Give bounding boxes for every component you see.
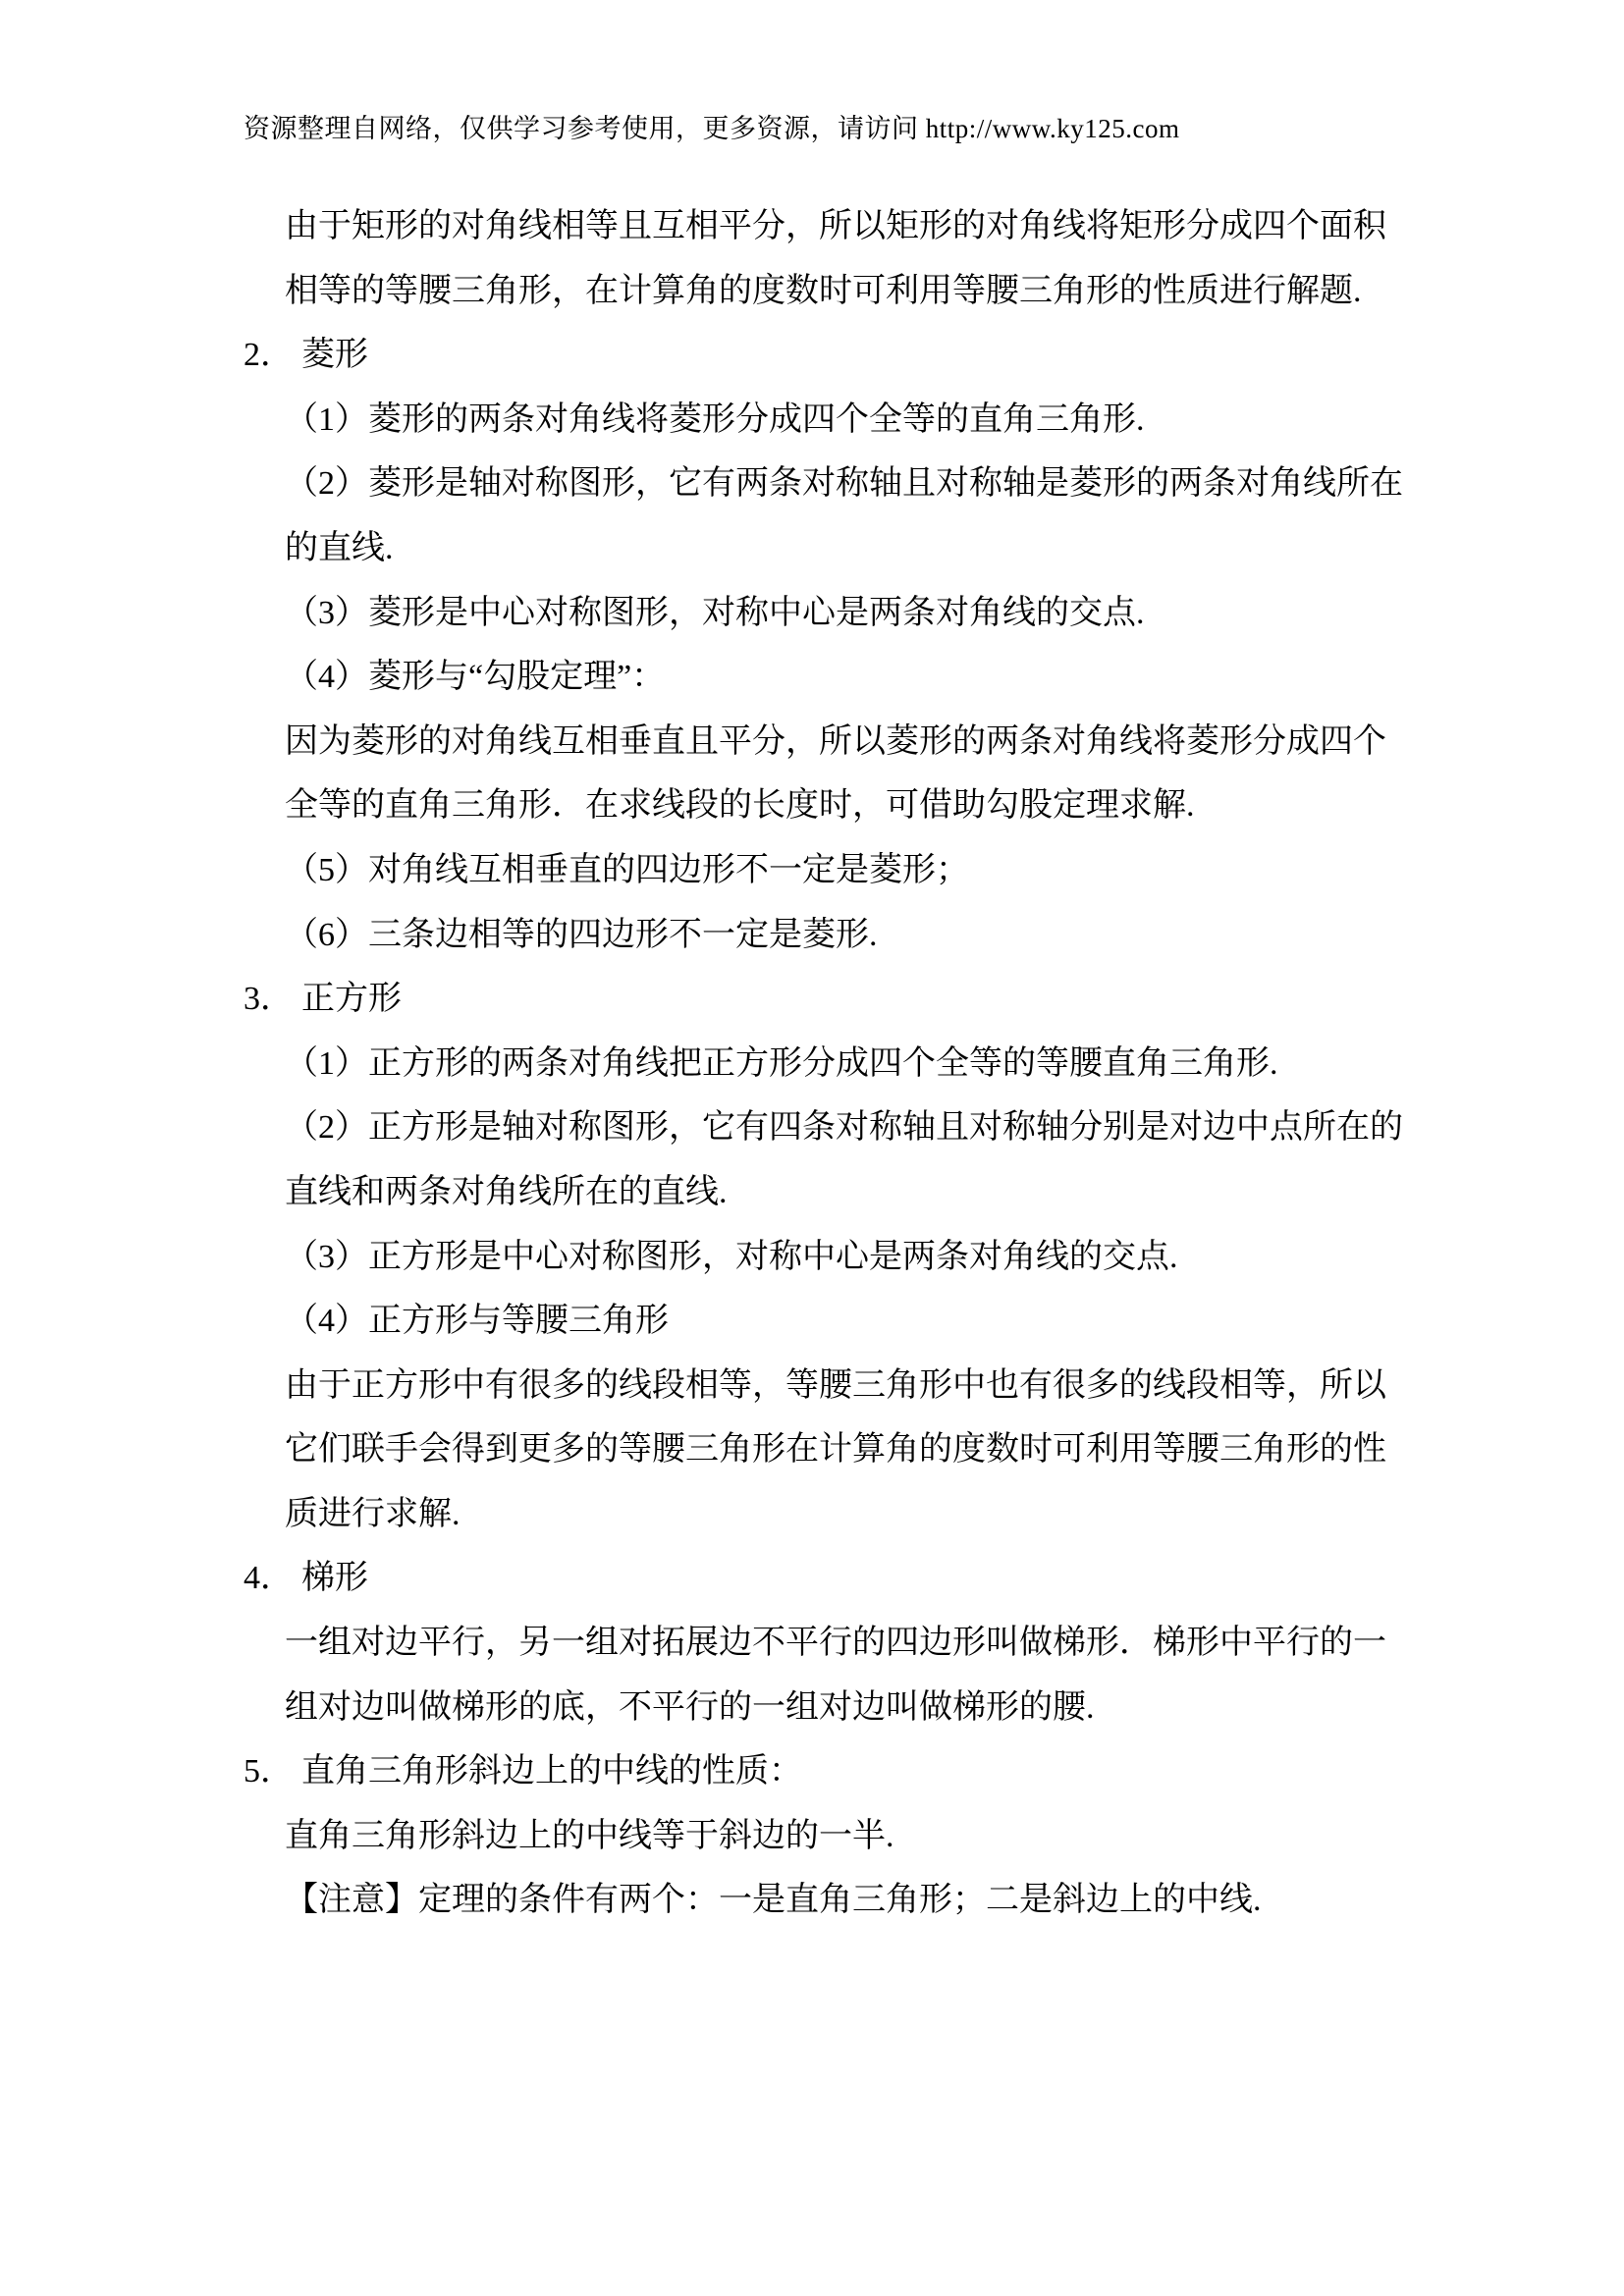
paragraph-line: 的直线. bbox=[285, 529, 394, 566]
page-header-note: 资源整理自网络，仅供学习参考使用，更多资源，请访问 http://www.ky125.com bbox=[244, 114, 1180, 143]
document-body bbox=[244, 194, 1402, 1933]
section-title: 直角三角形斜边上的中线的性质： bbox=[301, 1753, 802, 1790]
paragraph-line: （4）菱形与“勾股定理”： bbox=[285, 659, 666, 696]
section-heading bbox=[244, 1546, 1402, 1611]
paragraph-line: （5）对角线互相垂直的四边形不一定是菱形； bbox=[285, 851, 969, 888]
section-heading bbox=[244, 1739, 1402, 1804]
paragraph-line: 由于矩形的对角线相等且互相平分，所以矩形的对角线将矩形分成四个面积 bbox=[285, 208, 1386, 244]
paragraph-line: （3）菱形是中心对称图形，对称中心是两条对角线的交点. bbox=[285, 594, 1145, 631]
paragraph-line: 由于正方形中有很多的线段相等，等腰三角形中也有很多的线段相等，所以 bbox=[285, 1366, 1386, 1404]
paragraph-line: 质进行求解. bbox=[285, 1495, 460, 1532]
paragraph-line: 【注意】定理的条件有两个：一是直角三角形；二是斜边上的中线. bbox=[285, 1882, 1262, 1919]
section-heading bbox=[244, 323, 1402, 388]
paragraph-line: （6）三条边相等的四边形不一定是菱形. bbox=[285, 916, 878, 953]
section-title: 梯形 bbox=[301, 1560, 368, 1597]
paragraph-line: （2）菱形是轴对称图形，它有两条对称轴且对称轴是菱形的两条对角线所在 bbox=[285, 465, 1403, 503]
paragraph-line: 相等的等腰三角形，在计算角的度数时可利用等腰三角形的性质进行解题. bbox=[285, 272, 1362, 309]
paragraph-line: 一组对边平行，另一组对拓展边不平行的四边形叫做梯形．梯形中平行的一 bbox=[285, 1625, 1386, 1662]
paragraph-line: （1）正方形的两条对角线把正方形分成四个全等的等腰直角三角形. bbox=[285, 1044, 1278, 1082]
section-number: 4． bbox=[244, 1560, 294, 1597]
paragraph-line: 组对边叫做梯形的底，不平行的一组对边叫做梯形的腰. bbox=[285, 1688, 1095, 1726]
section-heading bbox=[244, 967, 1402, 1032]
paragraph-line: 直线和两条对角线所在的直线. bbox=[285, 1173, 728, 1210]
paragraph-line: 全等的直角三角形．在求线段的长度时，可借助勾股定理求解. bbox=[285, 787, 1195, 825]
paragraph-line: （4）正方形与等腰三角形 bbox=[285, 1303, 669, 1340]
section-number: 5． bbox=[244, 1753, 294, 1790]
section-title: 正方形 bbox=[301, 981, 402, 1018]
section-number: 3． bbox=[244, 981, 294, 1018]
paragraph-line: 直角三角形斜边上的中线等于斜边的一半. bbox=[285, 1817, 894, 1854]
paragraph-line: 因为菱形的对角线互相垂直且平分，所以菱形的两条对角线将菱形分成四个 bbox=[285, 722, 1386, 760]
paragraph-line: （1）菱形的两条对角线将菱形分成四个全等的直角三角形. bbox=[285, 400, 1145, 438]
section-title: 菱形 bbox=[301, 337, 368, 374]
section-number: 2． bbox=[244, 337, 294, 374]
paragraph-line: 它们联手会得到更多的等腰三角形在计算角的度数时可利用等腰三角形的性 bbox=[285, 1431, 1386, 1468]
paragraph-line: （3）正方形是中心对称图形，对称中心是两条对角线的交点. bbox=[285, 1238, 1178, 1275]
paragraph-line: （2）正方形是轴对称图形，它有四条对称轴且对称轴分别是对边中点所在的 bbox=[285, 1109, 1403, 1147]
